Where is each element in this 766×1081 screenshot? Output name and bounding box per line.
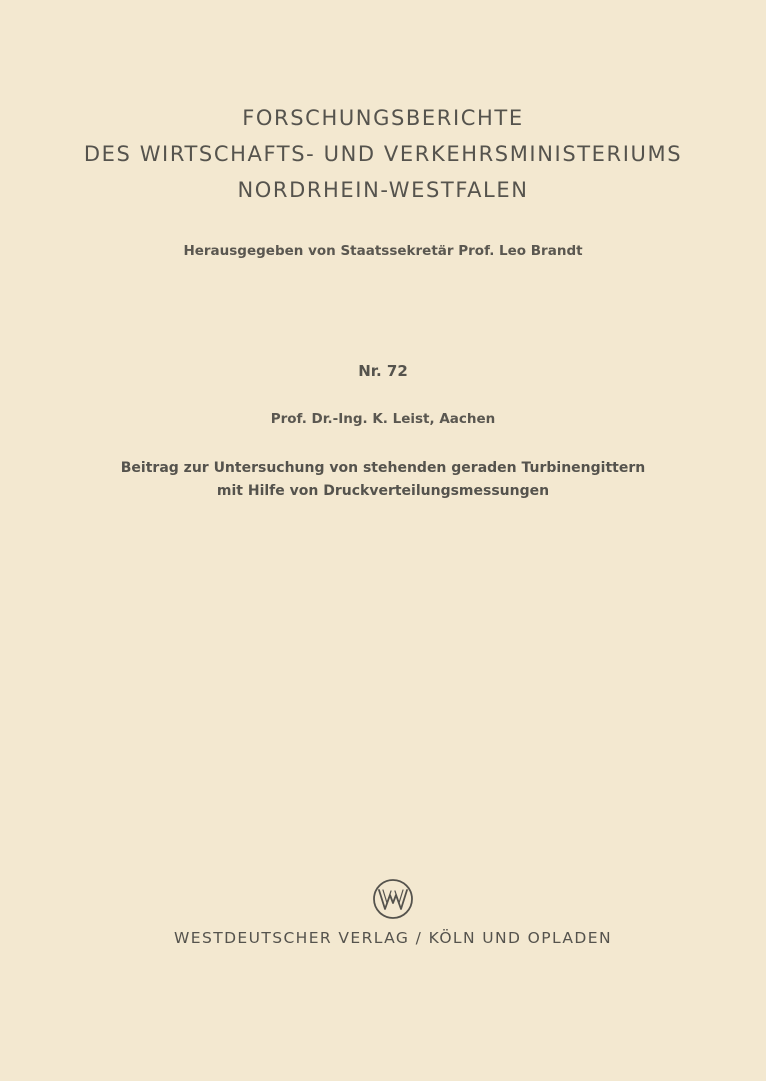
author-line: Prof. Dr.-Ing. K. Leist, Aachen — [270, 411, 496, 427]
report-title — [0, 457, 766, 503]
editor-credit: Herausgegeben von Staatssekretär Prof. Leo Brandt — [183, 243, 583, 259]
report-number: Nr. 72 — [358, 362, 408, 380]
series-title-line-3: NORDRHEIN-WESTFALEN — [237, 178, 529, 202]
publisher-imprint: WESTDEUTSCHER VERLAG / KÖLN UND OPLADEN — [174, 929, 612, 947]
report-title-line-2: mit Hilfe von Druckverteilungsmessungen — [216, 483, 550, 499]
westdeutscher-verlag-w-logo-icon — [372, 878, 414, 920]
series-title — [0, 100, 766, 208]
series-title-line-1: FORSCHUNGSBERICHTE — [242, 106, 524, 130]
series-title-line-2: DES WIRTSCHAFTS- UND VERKEHRSMINISTERIUMS — [83, 142, 683, 166]
report-title-line-1: Beitrag zur Untersuchung von stehenden geraden Turbinengittern — [120, 460, 646, 476]
